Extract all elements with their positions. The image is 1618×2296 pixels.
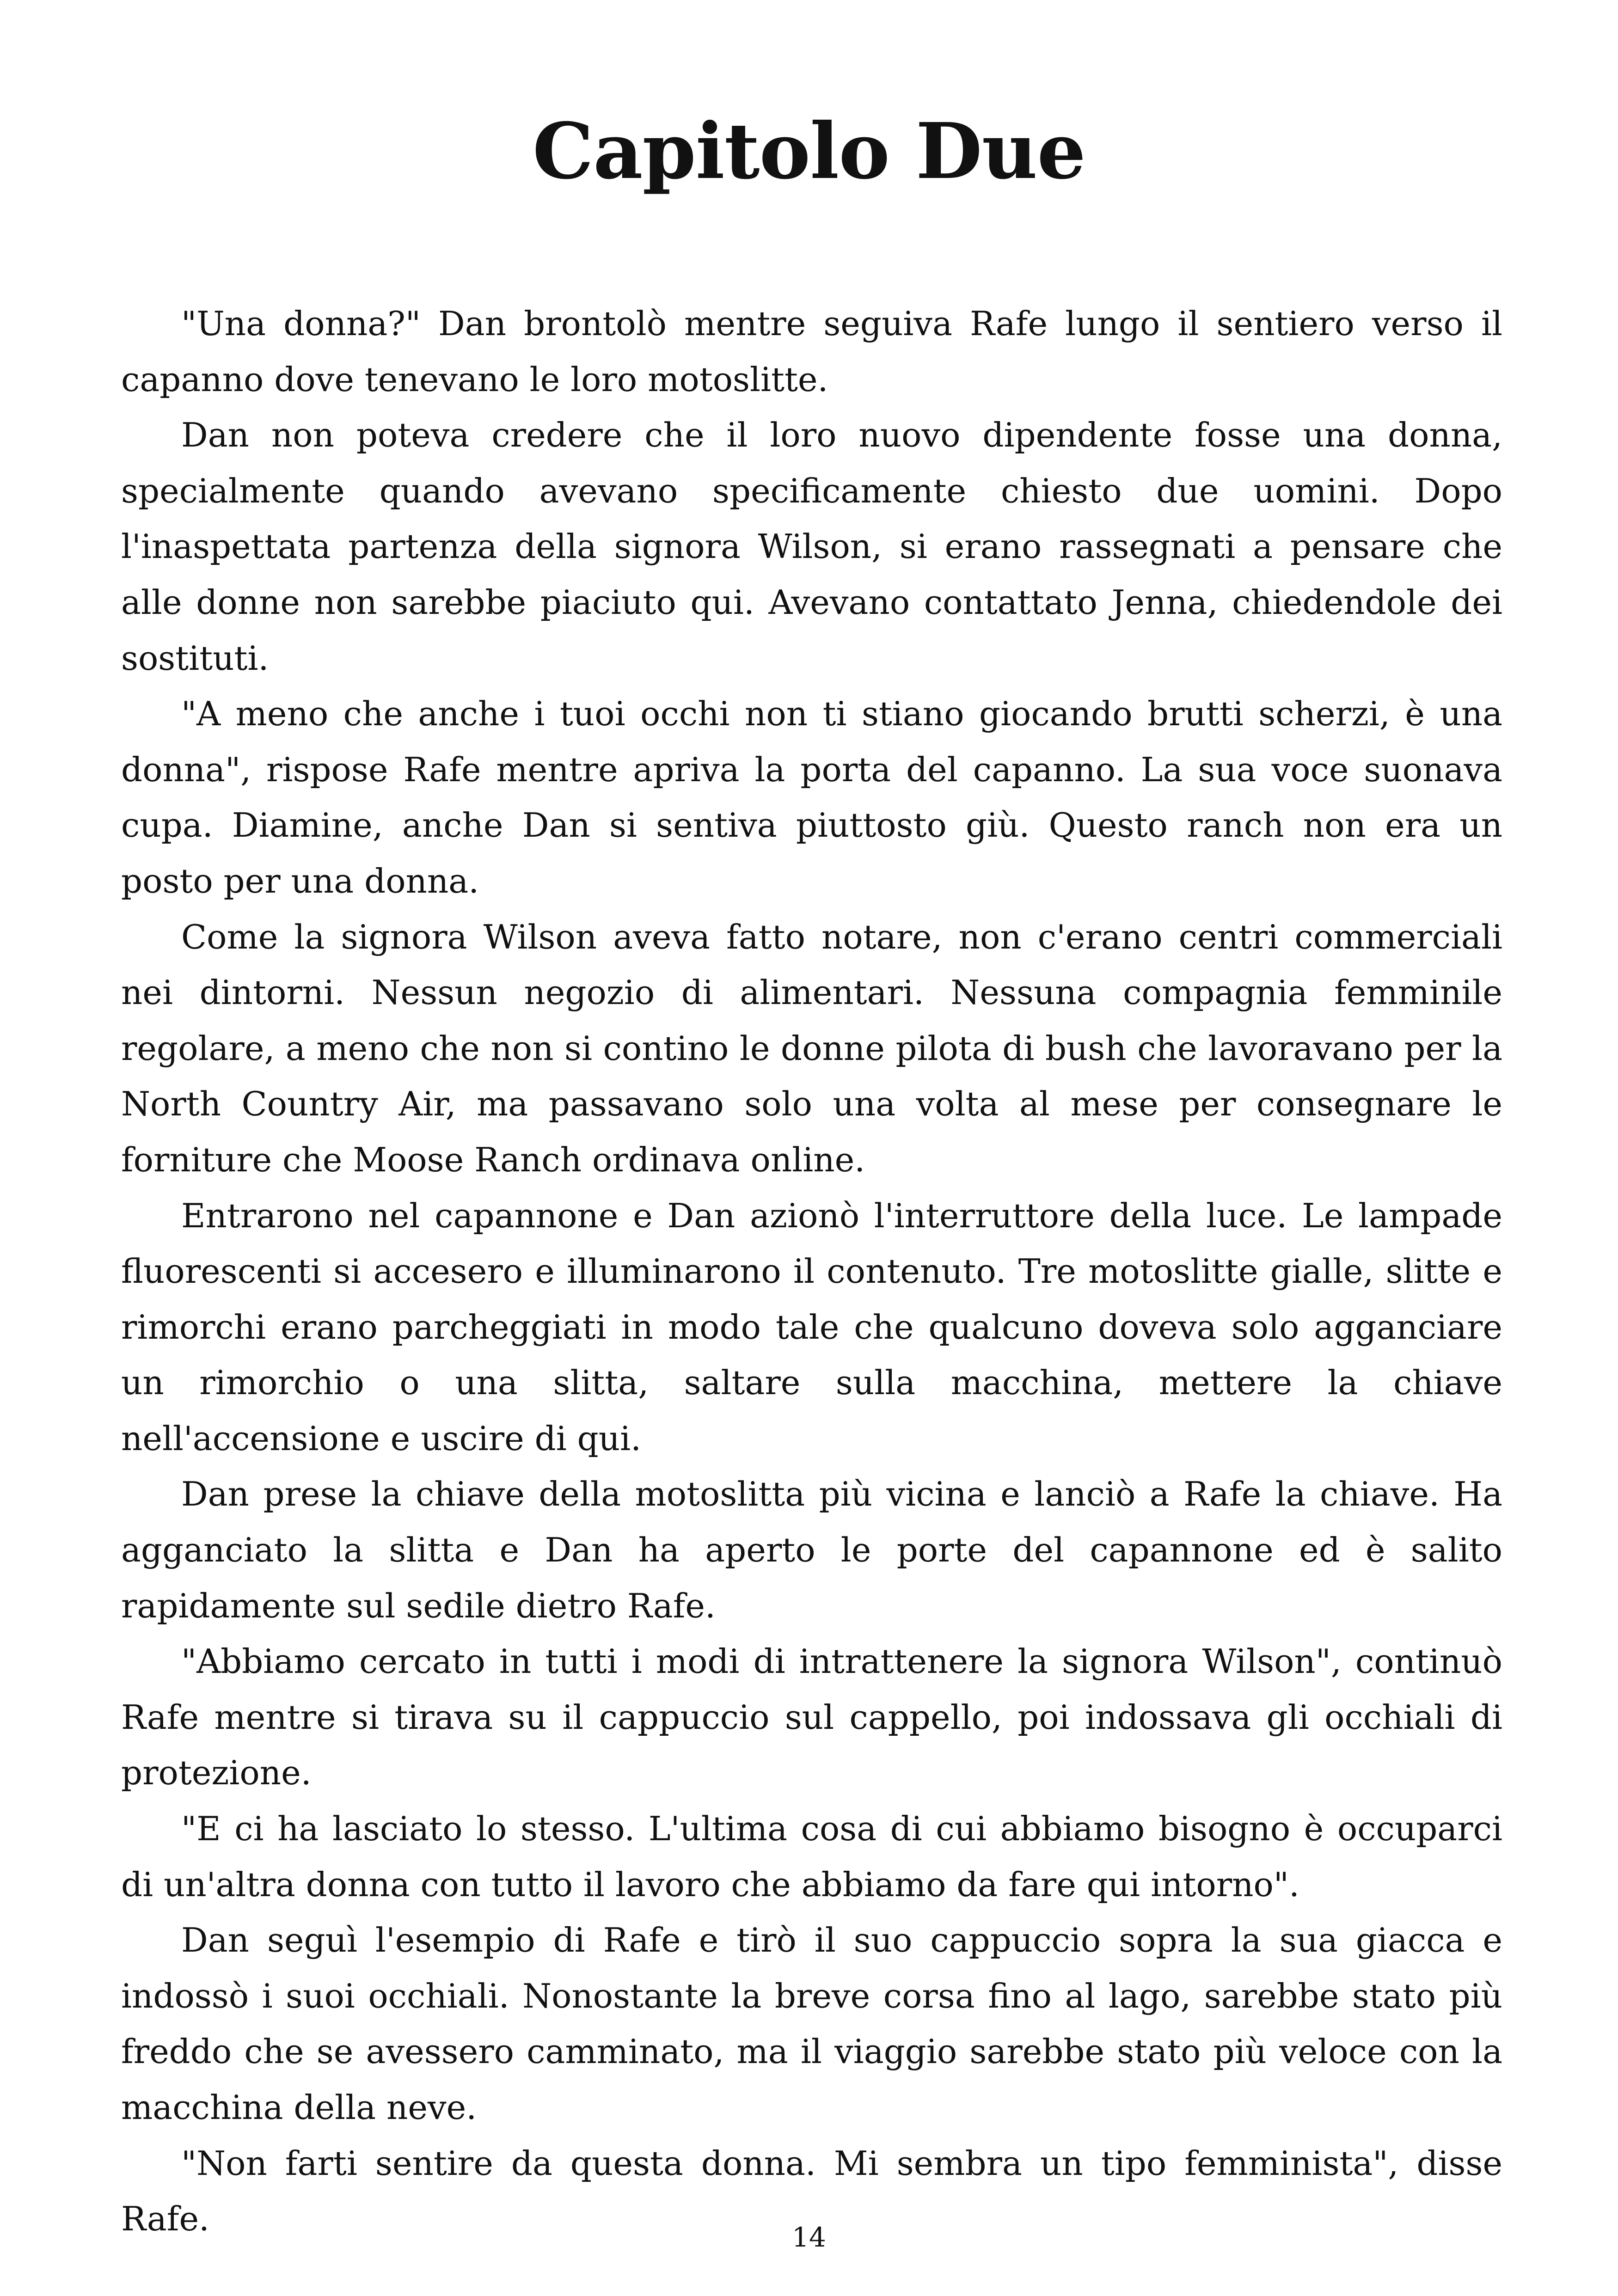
chapter-title: Capitolo Due: [532, 106, 1086, 196]
paragraph: Dan non poteva credere che il loro nuovo dipendente fosse una donna, specialmente quando avevano specificamente chiesto due uomini. Dopo l'inaspettata partenza della signora Wilson, si erano rassegnati a pensare che alle donne non sarebbe piaciuto qui. Avevano contattato Jenna, chiedendole dei sostituti.: [121, 416, 1502, 678]
paragraph: "Non farti sentire da questa donna. Mi sembra un tipo femminista", disse Rafe.: [121, 2143, 1502, 2239]
paragraph: "E ci ha lasciato lo stesso. L'ultima cosa di cui abbiamo bisogno è occuparci di un'altra donna con tutto il lavoro che abbiamo da fare qui intorno".: [121, 1809, 1502, 1904]
paragraph: Entrarono nel capannone e Dan azionò l'interruttore della luce. Le lampade fluorescenti si accesero e illuminarono il contenuto. Tre motoslitte gialle, slitte e rimorchi erano parcheggiati in modo tale che qualcuno doveva solo agganciare un rimorchio o una slitta, saltare sulla macchina, mettere la chiave nell'accensione e uscire di qui.: [121, 1196, 1502, 1458]
chapter-body: [121, 296, 1502, 2247]
paragraph: Dan prese la chiave della motoslitta più vicina e lanciò a Rafe la chiave. Ha agganciato la slitta e Dan ha aperto le porte del capannone ed è salito rapidamente sul sedile dietro Rafe.: [121, 1475, 1502, 1625]
paragraph: "Una donna?" Dan brontolò mentre seguiva Rafe lungo il sentiero verso il capanno dove tenevano le loro motoslitte.: [121, 304, 1502, 399]
page-number: 14: [792, 2222, 826, 2253]
paragraph: "Abbiamo cercato in tutti i modi di intrattenere la signora Wilson", continuò Rafe mentre si tirava su il cappuccio sul cappello, poi indossava gli occhiali di protezione.: [121, 1642, 1502, 1793]
paragraph: Come la signora Wilson aveva fatto notare, non c'erano centri commerciali nei dintorni. Nessun negozio di alimentari. Nessuna compagnia femminile regolare, a meno che non si contino le donne pilota di bush che lavoravano per la North Country Air, ma passavano solo una volta al mese per consegnare le forniture che Moose Ranch ordinava online.: [121, 917, 1502, 1179]
paragraph: Dan seguì l'esempio di Rafe e tirò il suo cappuccio sopra la sua giacca e indossò i suoi occhiali. Nonostante la breve corsa fino al lago, sarebbe stato più freddo che se avessero camminato, ma il viaggio sarebbe stato più veloce con la macchina della neve.: [121, 1921, 1502, 2127]
paragraph: "A meno che anche i tuoi occhi non ti stiano giocando brutti scherzi, è una donna", rispose Rafe mentre apriva la porta del capanno. La sua voce suonava cupa. Diamine, anche Dan si sentiva piuttosto giù. Questo ranch non era un posto per una donna.: [121, 694, 1502, 900]
